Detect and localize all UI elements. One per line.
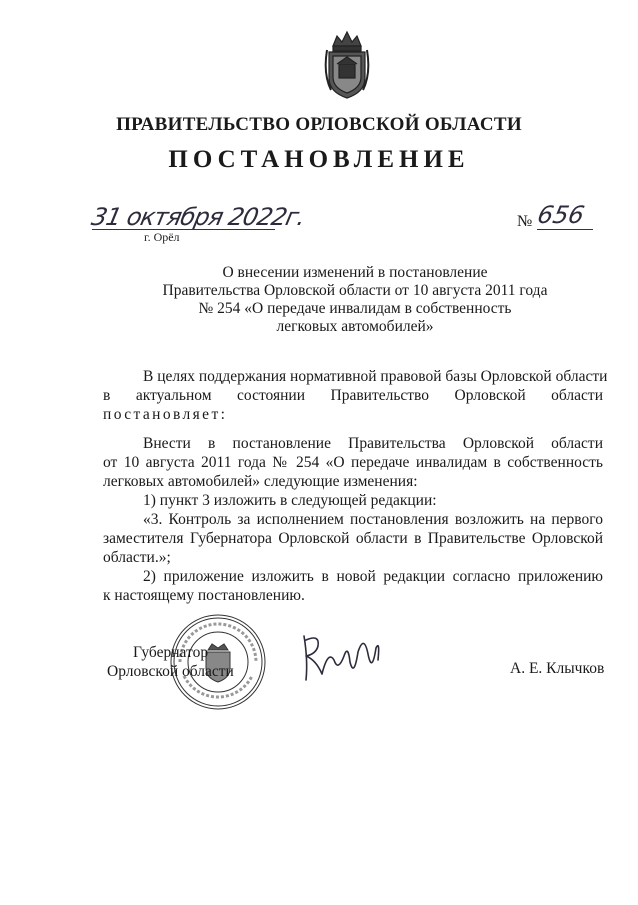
text-line: в актуальном состоянии Правительство Орловской области: [103, 387, 603, 404]
number-label: №: [517, 213, 533, 230]
text-line: постановляет:: [103, 406, 228, 423]
text-line: легковых автомобилей» следующие изменения:: [103, 473, 418, 490]
text-line: заместителя Губернатора Орловской области в Правительстве Орловской: [103, 530, 603, 547]
number-underline: [537, 229, 593, 230]
date-underline: [92, 229, 275, 230]
signatory-name: А. Е. Клычков: [510, 660, 605, 677]
document-subject: [130, 264, 580, 336]
subject-line: Правительства Орловской области от 10 августа 2011 года: [162, 282, 548, 299]
text-line: Внести в постановление Правительства Орловской области: [143, 435, 603, 452]
handwritten-date: 31 октября 2022г.: [89, 203, 308, 231]
text-line: «3. Контроль за исполнением постановления возложить на первого: [143, 511, 603, 528]
text-line: области.»;: [103, 549, 171, 566]
preamble-paragraph: [103, 367, 608, 424]
organization-title: ПРАВИТЕЛЬСТВО ОРЛОВСКОЙ ОБЛАСТИ: [116, 114, 522, 135]
document-type-title: ПОСТАНОВЛЕНИЕ: [168, 146, 470, 173]
text-line: к настоящему постановлению.: [103, 587, 305, 604]
text-line: 2) приложение изложить в новой редакции согласно приложению: [143, 568, 603, 585]
signatory-position-line1: Губернатор: [133, 644, 209, 661]
resolution-paragraph: [103, 434, 603, 605]
coat-of-arms-emblem: [323, 28, 371, 100]
text-line: 1) пункт 3 изложить в следующей редакции:: [143, 492, 437, 509]
subject-line: О внесении изменений в постановление: [222, 264, 488, 281]
handwritten-signature: [298, 630, 383, 688]
text-line: В целях поддержания нормативной правовой базы Орловской области: [143, 368, 608, 385]
signatory-position-line2: Орловской области: [107, 663, 234, 680]
signatory-position: [107, 643, 234, 681]
subject-line: № 254 «О передаче инвалидам в собственность: [198, 300, 512, 317]
text-line: от 10 августа 2011 года № 254 «О передаче инвалидам в собственность: [103, 454, 603, 471]
subject-line: легковых автомобилей»: [276, 318, 434, 335]
handwritten-number: 656: [535, 201, 587, 229]
city-label: г. Орёл: [144, 230, 180, 244]
